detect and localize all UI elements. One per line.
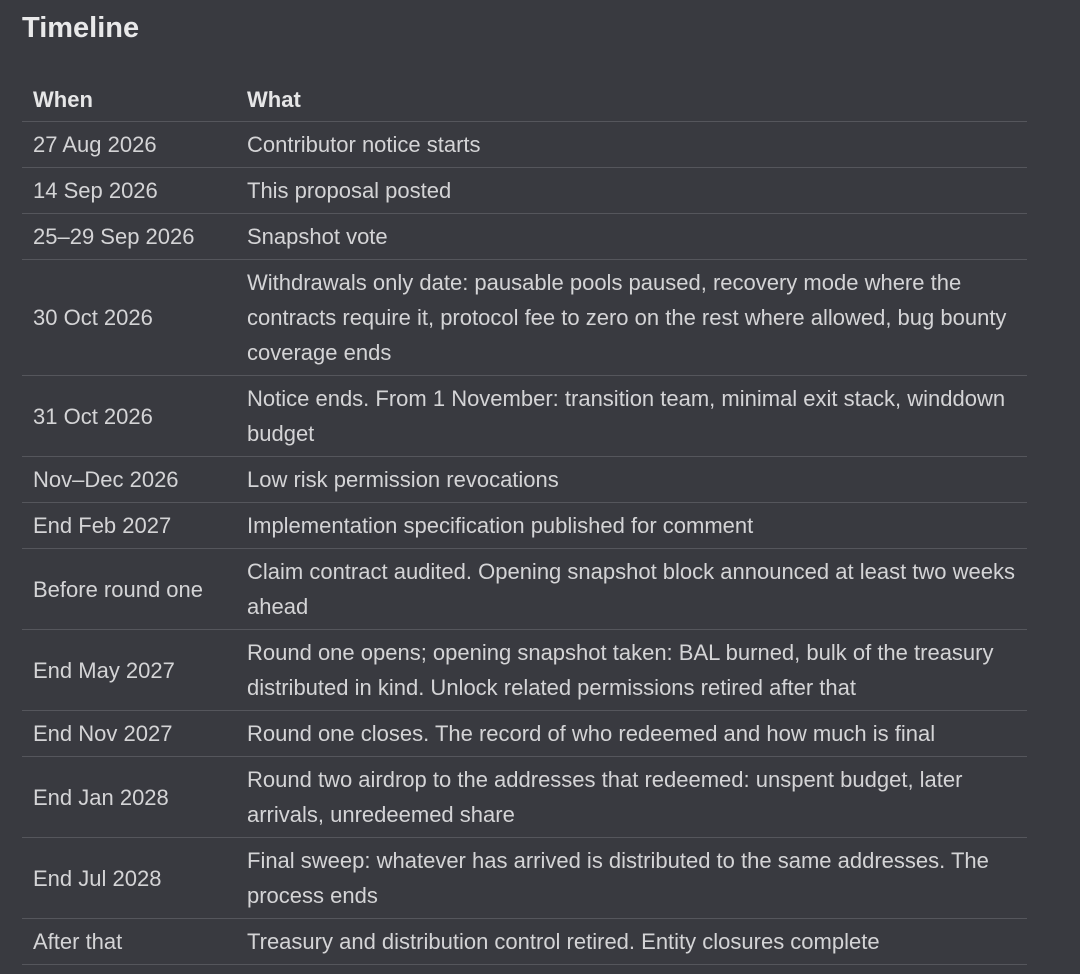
page-title: Timeline: [22, 12, 140, 44]
row-when-cell: 30 Oct 2026: [22, 260, 240, 376]
column-header-when: When: [22, 78, 240, 122]
table-row: [22, 376, 1027, 457]
row-what-cell: Notice ends. From 1 November: transition team, minimal exit stack, winddown budget: [240, 376, 1027, 457]
table-header-row: [22, 78, 1027, 122]
table-row: [22, 260, 1027, 376]
table-row: [22, 711, 1027, 757]
row-what-cell: Contributor notice starts: [240, 122, 1027, 168]
row-when-cell: 25–29 Sep 2026: [22, 214, 240, 260]
table-row: [22, 757, 1027, 838]
row-when-cell: After that: [22, 919, 240, 965]
table-row: [22, 919, 1027, 965]
timeline-table: [22, 78, 1027, 965]
table-row: [22, 503, 1027, 549]
row-when-cell: End Nov 2027: [22, 711, 240, 757]
row-when-cell: End May 2027: [22, 630, 240, 711]
row-when-cell: Before round one: [22, 549, 240, 630]
row-when-cell: End Jul 2028: [22, 838, 240, 919]
table-row: [22, 457, 1027, 503]
row-when-cell: End Feb 2027: [22, 503, 240, 549]
column-header-what: What: [240, 78, 1027, 122]
row-what-cell: Final sweep: whatever has arrived is distributed to the same addresses. The process ends: [240, 838, 1027, 919]
row-what-cell: Implementation specification published for comment: [240, 503, 1027, 549]
row-when-cell: 31 Oct 2026: [22, 376, 240, 457]
table-row: [22, 168, 1027, 214]
row-what-cell: This proposal posted: [240, 168, 1027, 214]
table-row: [22, 630, 1027, 711]
table-row: [22, 214, 1027, 260]
row-what-cell: Snapshot vote: [240, 214, 1027, 260]
row-what-cell: Round one opens; opening snapshot taken: BAL burned, bulk of the treasury distributed in kind. Unlock related permissions retired after that: [240, 630, 1027, 711]
row-what-cell: Round one closes. The record of who redeemed and how much is final: [240, 711, 1027, 757]
table-row: [22, 549, 1027, 630]
row-what-cell: Treasury and distribution control retired. Entity closures complete: [240, 919, 1027, 965]
row-when-cell: End Jan 2028: [22, 757, 240, 838]
table-row: [22, 838, 1027, 919]
row-what-cell: Low risk permission revocations: [240, 457, 1027, 503]
row-what-cell: Claim contract audited. Opening snapshot block announced at least two weeks ahead: [240, 549, 1027, 630]
row-what-cell: Withdrawals only date: pausable pools paused, recovery mode where the contracts require it, protocol fee to zero on the rest where allowed, bug bounty coverage ends: [240, 260, 1027, 376]
row-what-cell: Round two airdrop to the addresses that redeemed: unspent budget, later arrivals, unredeemed share: [240, 757, 1027, 838]
row-when-cell: 27 Aug 2026: [22, 122, 240, 168]
row-when-cell: Nov–Dec 2026: [22, 457, 240, 503]
row-when-cell: 14 Sep 2026: [22, 168, 240, 214]
table-row: [22, 122, 1027, 168]
